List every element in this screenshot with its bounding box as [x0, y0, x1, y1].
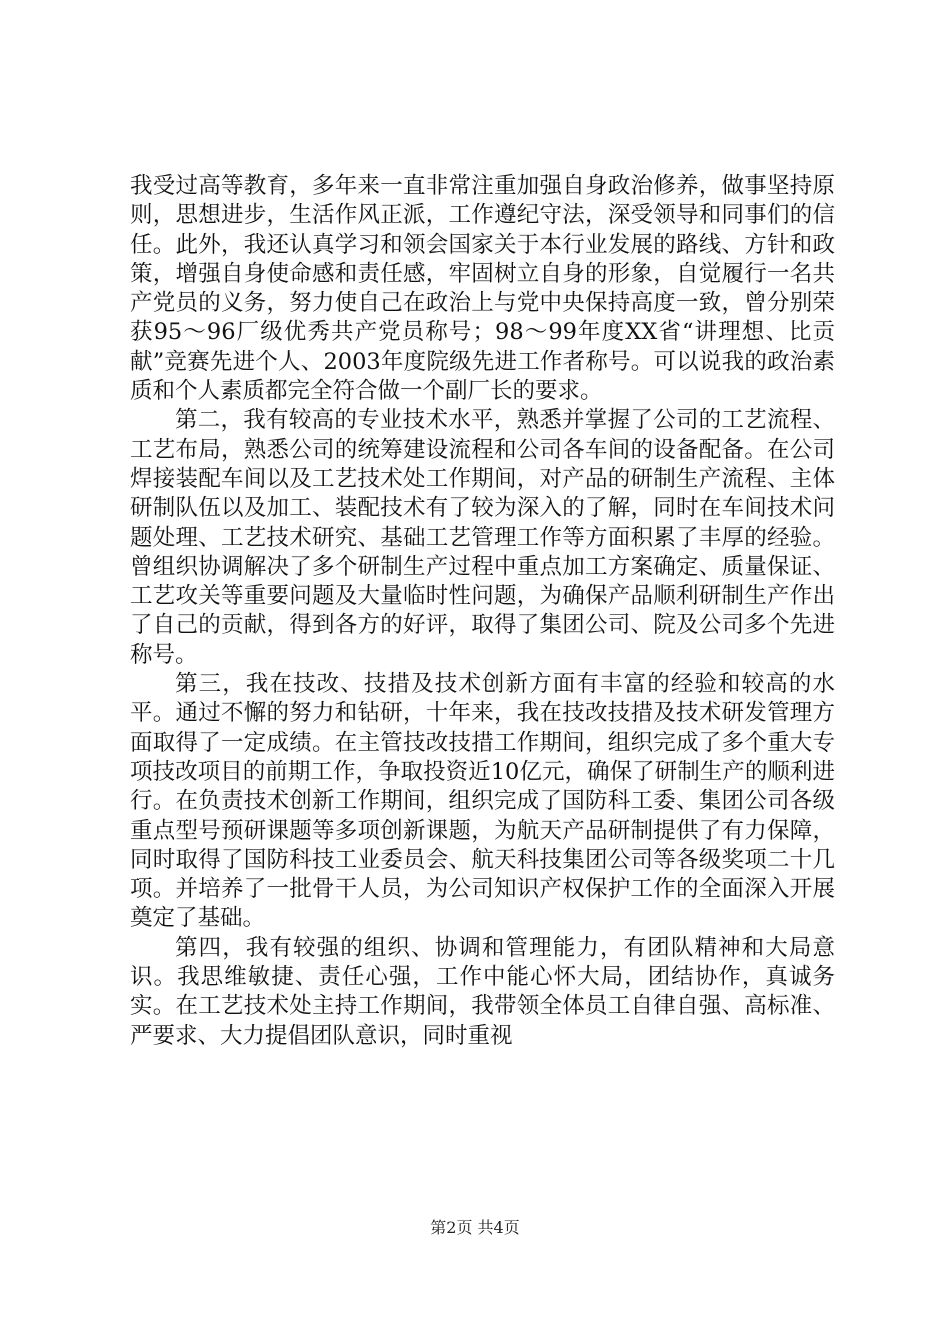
paragraph-2: 第二，我有较高的专业技术水平，熟悉并掌握了公司的工艺流程、工艺布局，熟悉公司的统筹建设流程和公司各车间的设备配备。在公司焊接装配车间以及工艺技术处工作期间，对产品的研制生产流程、主体研制队伍以及加工、装配技术有了较为深入的了解，同时在车间技术问题处理、工艺技术研究、基础工艺管理工作等方面积累了丰厚的经验。曾组织协调解决了多个研制生产过程中重点加工方案确定、质量保证、工艺攻关等重要问题及大量临时性问题，为确保产品顺利研制生产作出了自己的贡献，得到各方的好评，取得了集团公司、院及公司多个先进称号。 — [130, 407, 835, 668]
page-number-label: 第2页 共4页 — [430, 1218, 520, 1237]
document-body — [130, 172, 835, 1051]
page-footer — [0, 1215, 950, 1238]
paragraph-4: 第四，我有较强的组织、协调和管理能力，有团队精神和大局意识。我思维敏捷、责任心强，工作中能心怀大局，团结协作，真诚务实。在工艺技术处主持工作期间，我带领全体员工自律自强、高标准、严要求、大力提倡团队意识，同时重视 — [130, 934, 835, 1049]
paragraph-1: 我受过高等教育，多年来一直非常注重加强自身政治修养，做事坚持原则，思想进步，生活作风正派，工作遵纪守法，深受领导和同事们的信任。此外，我还认真学习和领会国家关于本行业发展的路线、方针和政策，增强自身使命感和责任感，牢固树立自身的形象，自觉履行一名共产党员的义务，努力使自己在政治上与党中央保持高度一致，曾分别荣获95～96厂级优秀共产党员称号；98～99年度XX省“讲理想、比贡献”竞赛先进个人、2003年度院级先进工作者称号。可以说我的政治素质和个人素质都完全符合做一个副厂长的要求。 — [130, 173, 835, 405]
paragraph-3: 第三，我在技改、技措及技术创新方面有丰富的经验和较高的水平。通过不懈的努力和钻研，十年来，我在技改技措及技术研发管理方面取得了一定成绩。在主管技改技措工作期间，组织完成了多个重大专项技改项目的前期工作，争取投资近10亿元，确保了研制生产的顺利进行。在负责技术创新工作期间，组织完成了国防科工委、集团公司各级重点型号预研课题等多项创新课题，为航天产品研制提供了有力保障，同时取得了国防科技工业委员会、航天科技集团公司等各级奖项二十几项。并培养了一批骨干人员，为公司知识产权保护工作的全面深入开展奠定了基础。 — [130, 671, 835, 932]
